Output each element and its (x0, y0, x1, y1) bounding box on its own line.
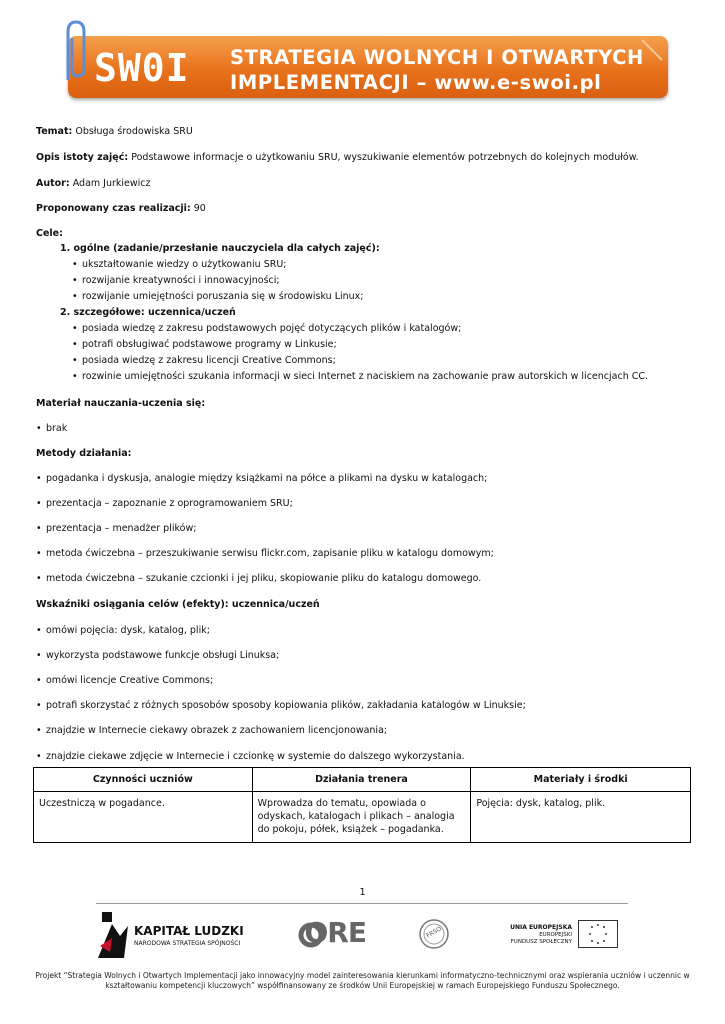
list-item: • potrafi obsługiwać podstawowe programy w Linkusie; (72, 339, 337, 350)
frso-label: FRSO (425, 925, 443, 940)
list-item: • prezentacja – menadżer plików; (36, 523, 197, 534)
topic-value: Obsługa środowiska SRU (75, 126, 193, 137)
banner-title-line1: STRATEGIA WOLNYCH I OTWARTYCH (230, 46, 644, 69)
methods-heading: Metody działania: (36, 448, 132, 459)
eu-label-line2: EUROPEJSKI (539, 932, 572, 938)
eu-label-line1: UNIA EUROPEJSKA (510, 924, 572, 931)
material-heading: Materiał nauczania-uczenia się: (36, 398, 206, 409)
indicators-heading: Wskaźniki osiągania celów (efekty): uczennica/uczeń (36, 599, 320, 610)
table-header: Materiały i środki (471, 768, 691, 792)
topic-line (36, 126, 193, 138)
list-item: • znajdzie ciekawe zdjęcie w Internecie i czcionkę w systemie do dalszego wykorzystania. (36, 751, 465, 762)
author-label: Autor: (36, 178, 70, 189)
table-cell: Wprowadza do tematu, opowiada o odyskach, katalogach i plikach – analogia do pokoju, półek, książek – pogadanka. (252, 792, 471, 843)
kapital-ludzki-logo-icon (98, 912, 128, 958)
list-item: • rozwinie umiejętności szukania informacji w sieci Internet z naciskiem na zachowanie praw autorskich w licencjach CC. (72, 371, 649, 382)
description-label: Opis istoty zajęć: (36, 152, 129, 163)
table-cell: Uczestniczą w pogadance. (34, 792, 253, 843)
goals-heading: Cele: (36, 228, 63, 239)
table-row (34, 792, 691, 843)
header-banner (58, 30, 670, 100)
general-goals-heading: 1. ogólne (zadanie/przesłanie nauczyciela dla całych zajęć): (60, 243, 380, 254)
eu-label-line3: FUNDUSZ SPOŁECZNY (510, 939, 572, 945)
list-item: • rozwijanie kreatywności i innowacyjności; (72, 275, 280, 286)
duration-value: 90 (193, 203, 206, 214)
table-header-row (34, 768, 691, 792)
description-line (36, 152, 639, 164)
table-cell: Pojęcia: dysk, katalog, plik. (471, 792, 691, 843)
list-item: • metoda ćwiczebna – przeszukiwanie serwisu flickr.com, zapisanie pliku w katalogu domowym; (36, 548, 494, 559)
duration-line (36, 203, 206, 215)
ore-logo: ORE (304, 916, 366, 949)
footer-divider (96, 903, 628, 904)
list-item: • znajdzie w Internecie ciekawy obrazek z zachowaniem licencjonowania; (36, 725, 388, 736)
list-item: • brak (36, 423, 68, 434)
list-item: • metoda ćwiczebna – szukanie czcionki i jej pliku, skopiowanie pliku do katalogu domowego. (36, 573, 482, 584)
sponsor-logos (96, 910, 628, 960)
table-header: Czynności uczniów (34, 768, 253, 792)
list-item: • posiada wiedzę z zakresu podstawowych pojęć dotyczących plików i katalogów; (72, 323, 462, 334)
eu-flag-icon (578, 920, 618, 948)
page-number: 1 (359, 887, 366, 898)
list-item: • ukształtowanie wiedzy o użytkowaniu SRU; (72, 259, 287, 270)
paperclip-icon (58, 18, 92, 88)
author-line (36, 178, 151, 190)
kapital-ludzki-title: KAPITAŁ LUDZKI (134, 924, 244, 938)
activities-table (33, 767, 691, 843)
list-item: • omówi pojęcia: dysk, katalog, plik; (36, 625, 210, 636)
project-footer: Projekt “Strategia Wolnych i Otwartych Implementacji jako innowacyjny model zainteresowania kierunkami informatyczno-technicznymi oraz wspierania uczniów i uczennic w kształtowaniu kompetencji kluczowych” współfinansowany ze środków Unii Europejskiej w ramach Europejskiego Funduszu Społecznego. (35, 971, 690, 990)
list-item: • potrafi skorzystać z różnych sposobów sposoby kopiowania plików, zakładania katalogów w Linuksie; (36, 700, 526, 711)
list-item: • wykorzysta podstawowe funkcje obsługi Linuksa; (36, 650, 280, 661)
list-item: • pogadanka i dyskusja, analogie między książkami na półce a plikami na dysku w katalogach; (36, 473, 488, 484)
topic-label: Temat: (36, 126, 73, 137)
list-item: • rozwijanie umiejętności poruszania się w środowisku Linux; (72, 291, 364, 302)
description-value: Podstawowe informacje o użytkowaniu SRU, wyszukiwanie elementów potrzebnych do kolejnych modułów. (131, 152, 639, 163)
list-item: • posiada wiedzę z zakresu licencji Creative Commons; (72, 355, 336, 366)
author-value: Adam Jurkiewicz (72, 178, 151, 189)
swoi-logo: SW0I (94, 46, 190, 90)
table-header: Działania trenera (252, 768, 471, 792)
detailed-goals-heading: 2. szczegółowe: uczennica/uczeń (60, 307, 236, 318)
duration-label: Proponowany czas realizacji: (36, 203, 191, 214)
list-item: • omówi licencje Creative Commons; (36, 675, 214, 686)
banner-title-line2: IMPLEMENTACJI – www.e-swoi.pl (230, 71, 602, 94)
pen-icon (640, 38, 664, 62)
list-item: • prezentacja – zapoznanie z oprogramowaniem SRU; (36, 498, 293, 509)
kapital-ludzki-subtitle: NARODOWA STRATEGIA SPÓJNOŚCI (134, 940, 241, 947)
